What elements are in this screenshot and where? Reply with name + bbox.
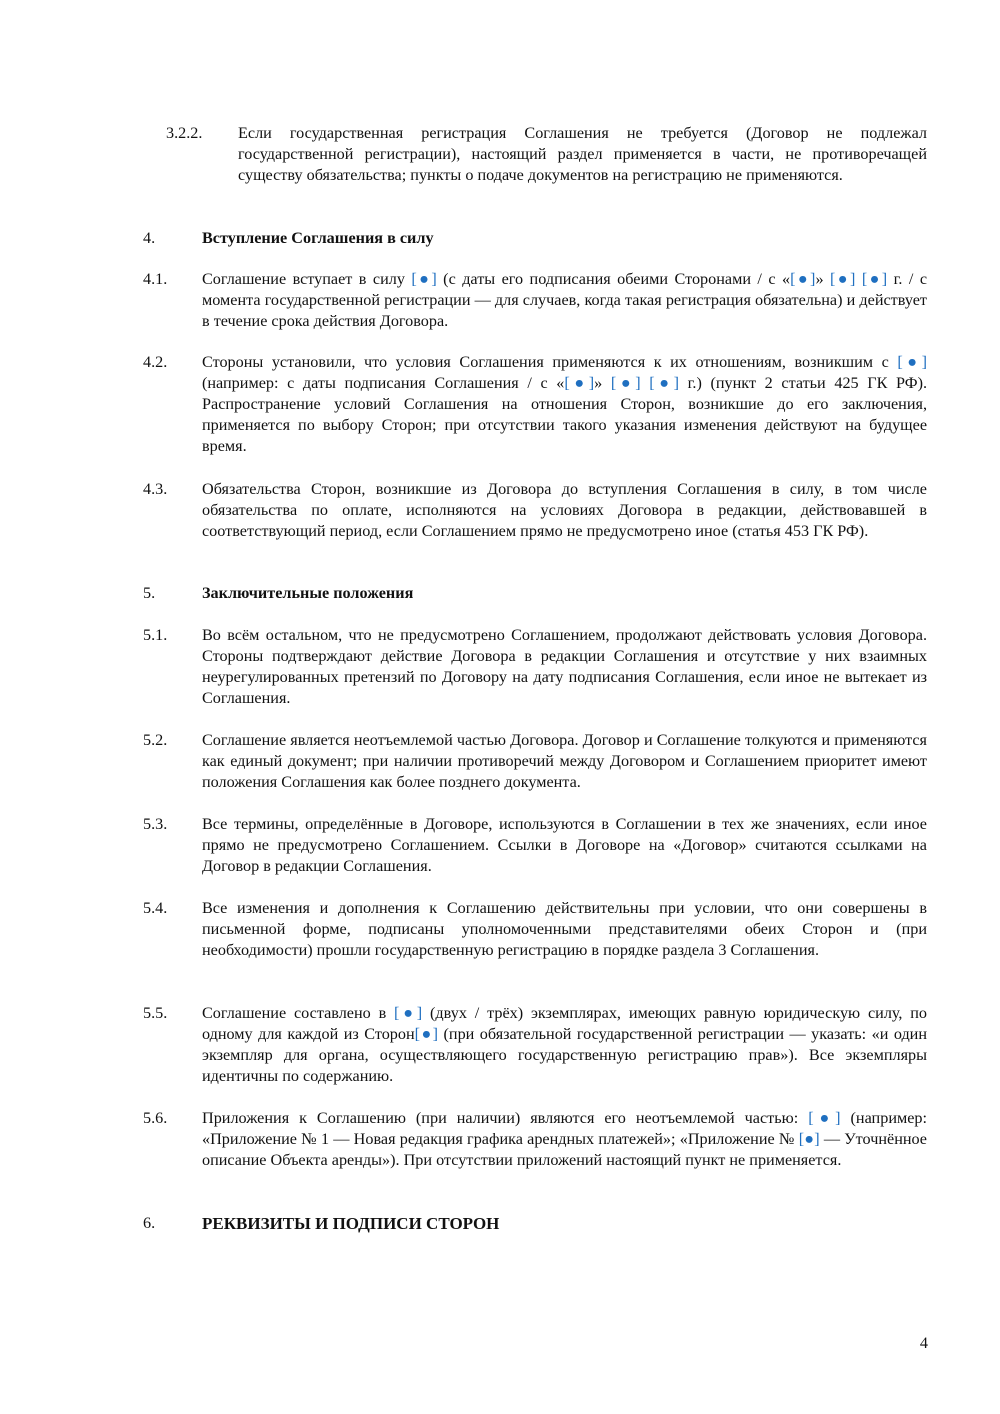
text-run: (двух / трёх) экземплярах, имеющих равную юридическую силу, по одному для каждой из Сторон [202, 1004, 928, 1043]
clause-5-1 [143, 625, 927, 709]
placeholder-marker: [●] [564, 374, 595, 392]
clause-number: 4.2. [143, 353, 168, 371]
clause-text [202, 352, 927, 457]
section-number: 4. [143, 229, 156, 247]
clause-text [202, 269, 927, 332]
section-heading-5 [143, 583, 927, 604]
text-run: Приложения к Соглашению (при наличии) являются его неотъемлемой частью: [202, 1109, 809, 1127]
clause-number: 5.6. [143, 1109, 168, 1127]
clause-4-1 [143, 269, 927, 332]
text-run: Все термины, определённые в Договоре, используются в Соглашении в тех же значениях, если иное прямо не предусмотрено Соглашением. Ссылки в Договоре на «Договор» считаются ссылками на Договор в редакции Соглашения. [202, 815, 927, 875]
clause-5-5 [143, 1003, 927, 1087]
text-run: Если государственная регистрация Соглашения не требуется (Договор не подлежал государственной регистрации), настоящий раздел применяется в части, не противоречащей существу обязательства; пункты о подаче документов на регистрацию не применяются. [238, 124, 927, 184]
section-number: 6. [143, 1214, 156, 1232]
clause-number: 5.4. [143, 899, 168, 917]
section-title [202, 1213, 927, 1234]
clause-number: 5.2. [143, 731, 168, 749]
clause-text [202, 1108, 927, 1171]
placeholder-marker: [●] [411, 270, 437, 288]
clause-5-6 [143, 1108, 927, 1171]
text-run: Обязательства Сторон, возникшие из Договора до вступления Соглашения в силу, в том числе обязательства по оплате, исполняются на условиях Договора в редакции, действовавшей в соответствующий период, если Соглашением прямо не предусмотрено иное (статья 453 ГК РФ). [202, 480, 927, 540]
text-run: Стороны установили, что условия Соглашения применяются к их отношениям, возникшим с [202, 353, 898, 371]
placeholder-marker: [●] [414, 1025, 439, 1043]
text-run: — Уточнённое описание Объекта аренды»). При отсутствии приложений настоящий пункт не применяется. [202, 1130, 927, 1169]
clause-4-2 [143, 352, 927, 457]
section-number: 5. [143, 584, 156, 602]
section-title [202, 228, 927, 249]
placeholder-marker: [●] [394, 1004, 423, 1022]
placeholder-marker: [●] [790, 270, 816, 288]
text-run: » [594, 374, 611, 392]
placeholder-marker: [●] [897, 353, 927, 371]
clause-text [238, 123, 927, 186]
clause-number: 5.5. [143, 1004, 168, 1022]
clause-text [202, 898, 927, 961]
text-run [641, 374, 650, 392]
placeholder-marker: [●] [798, 1130, 820, 1148]
clause-3-2-2 [166, 123, 927, 186]
section-title [202, 583, 927, 604]
clause-number: 5.1. [143, 626, 168, 644]
clause-text [202, 814, 927, 877]
page-number: 4 [919, 1334, 928, 1352]
placeholder-marker: [●] [649, 374, 679, 392]
placeholder-marker: [●] [861, 270, 888, 288]
clause-number: 4.1. [143, 270, 168, 288]
clause-5-4 [143, 898, 927, 961]
text-run: Соглашение является неотъемлемой частью Договора. Договор и Соглашение толкуются и применяются как единый документ; при наличии противоречий между Договором и Соглашением приоритет имеют положения Соглашения как более позднего документа. [202, 731, 927, 791]
section-heading-6 [143, 1213, 927, 1234]
text-run: Заключительные положения [202, 584, 414, 602]
clause-number: 3.2.2. [166, 124, 203, 142]
clause-4-3 [143, 479, 927, 542]
text-run: (с даты его подписания обеими Сторонами / с « [436, 270, 791, 288]
clause-number: 5.3. [143, 815, 168, 833]
text-run: » [815, 270, 830, 288]
clause-5-3 [143, 814, 927, 877]
text-run: Соглашение вступает в силу [202, 270, 412, 288]
text-run: Во всём остальном, что не предусмотрено Соглашением, продолжают действовать условия Договора. Стороны подтверждают действие Договора в редакции Соглашения и отсутствие у них взаимных неурегулированных претензий по Договору на дату подписания Соглашения, если иное не вытекает из Соглашения. [202, 626, 927, 707]
text-run: (например: с даты подписания Соглашения / с « [202, 374, 565, 392]
text-run: г. / с момента государственной регистрации — для случаев, когда такая регистрация обязательна) и действует в течение срока действия Договора. [202, 270, 928, 330]
text-run: Соглашение составлено в [202, 1004, 395, 1022]
clause-text [202, 625, 927, 709]
clause-text [202, 479, 927, 542]
text-run: Все изменения и дополнения к Соглашению действительны при условии, что они совершены в письменной форме, подписаны уполномоченными представителями обеих Сторон и (при необходимости) прошли государственную регистрацию в порядке раздела 3 Соглашения. [202, 899, 927, 959]
text-run: Вступление Соглашения в силу [202, 229, 434, 247]
placeholder-marker: [●] [610, 374, 641, 392]
text-run: (при обязательной государственной регистрации — указать: «и один экземпляр для органа, осуществляющего государственную регистрацию прав»). Все экземпляры идентичны по содержанию. [202, 1025, 928, 1085]
section-heading-4 [143, 228, 927, 249]
text-run: г.) (пункт 2 статьи 425 ГК РФ). Распространение условий Соглашения на отношения Сторон, возникшие до его заключения, применяется по выбору Сторон; при отсутствии такого указания изменения действуют на будущее время. [202, 374, 928, 455]
clause-text [202, 730, 927, 793]
placeholder-marker: [●] [830, 270, 856, 288]
clause-text [202, 1003, 927, 1087]
text-run: (например: «Приложение № 1 — Новая редакция графика арендных платежей»; «Приложение № [202, 1109, 928, 1148]
text-run: РЕКВИЗИТЫ И ПОДПИСИ СТОРОН [202, 1214, 500, 1233]
placeholder-marker: [●] [808, 1109, 841, 1127]
clause-number: 4.3. [143, 480, 168, 498]
clause-5-2 [143, 730, 927, 793]
